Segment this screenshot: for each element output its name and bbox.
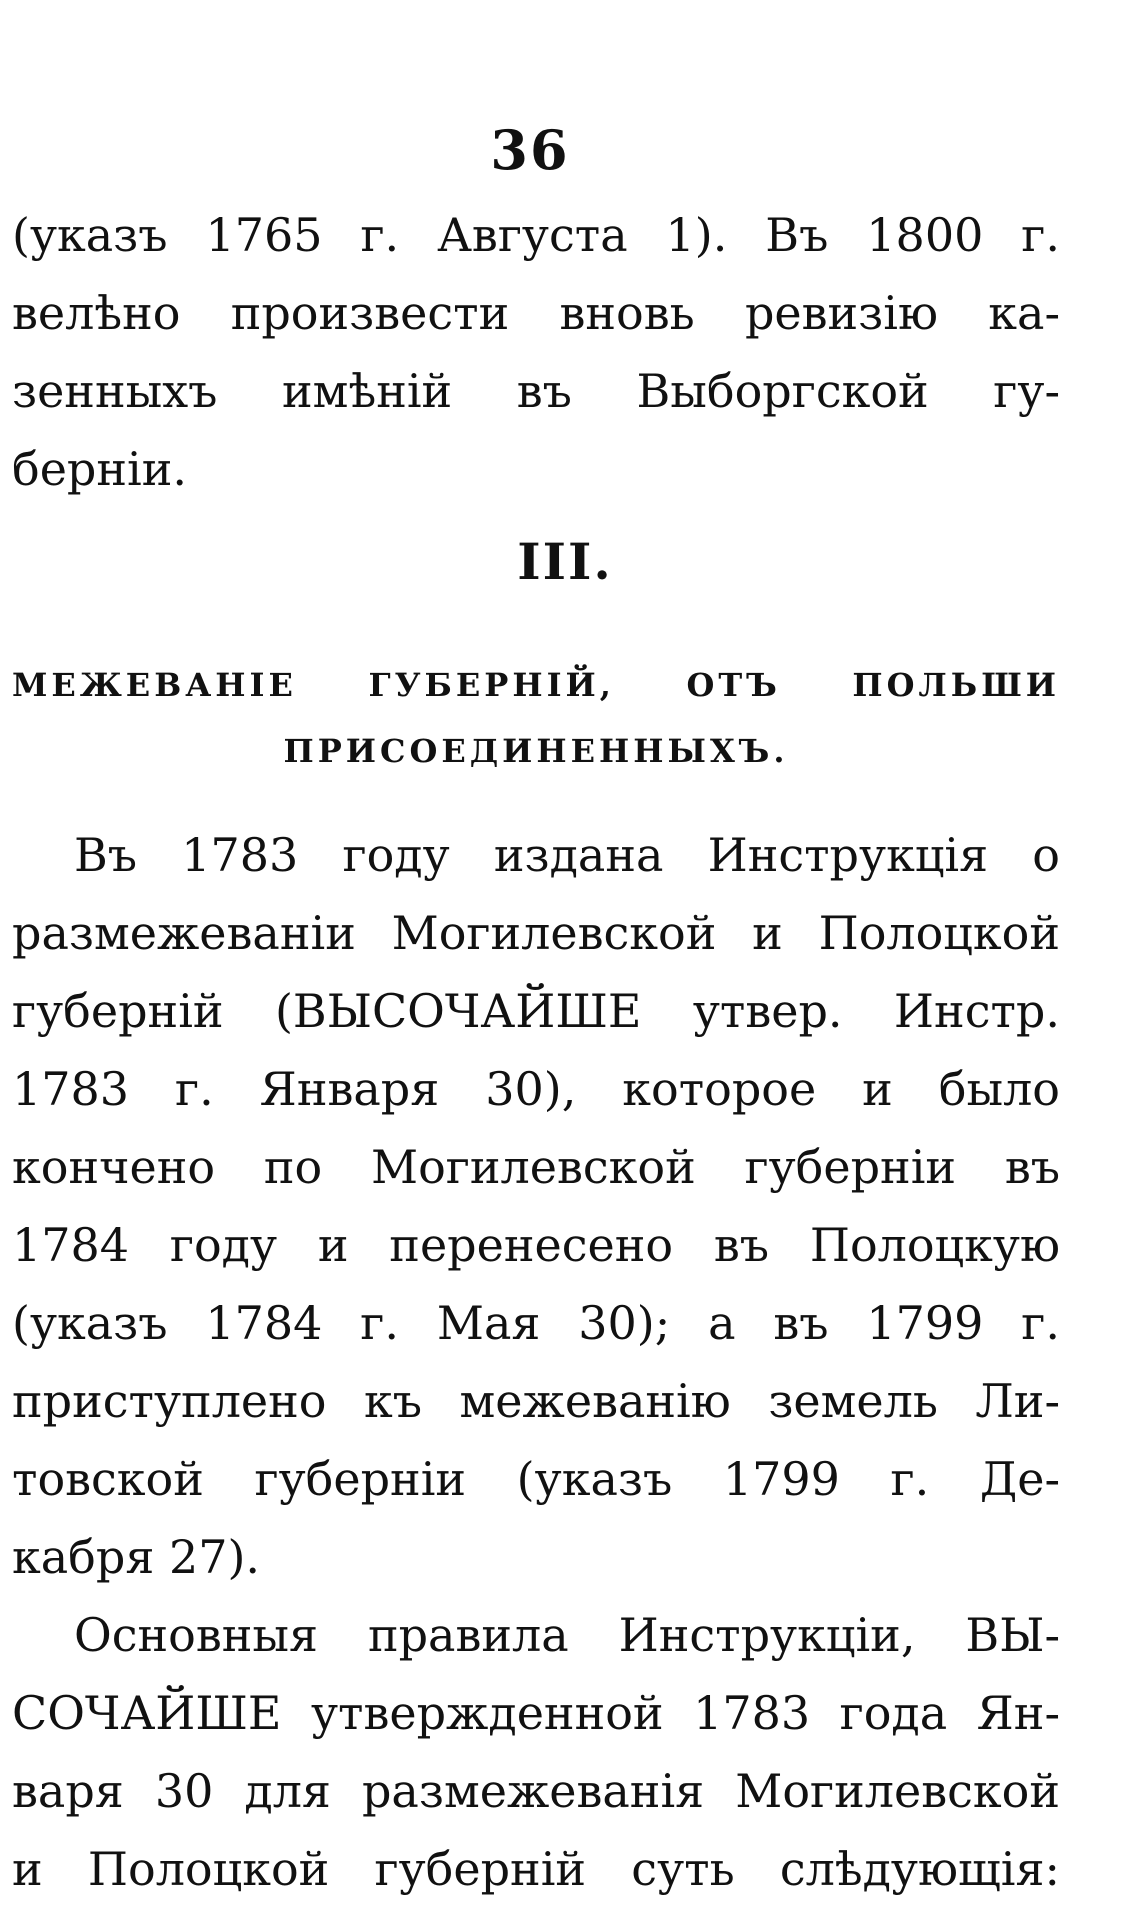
text-line: губерній (ВЫСОЧАЙШЕ утвер. Инстр. <box>12 984 1060 1038</box>
text-line: товской губерніи (указъ 1799 г. Де- <box>12 1452 1060 1506</box>
section-heading <box>12 652 1060 784</box>
paragraph-2 <box>12 816 1060 1596</box>
text-line: берніи. <box>12 442 188 496</box>
paragraph-3 <box>12 1596 1060 1908</box>
text-line: (указъ 1765 г. Августа 1). Въ 1800 г. <box>12 208 1060 262</box>
text-line: приступлено къ межеванію земель Ли- <box>12 1374 1060 1428</box>
text-line: 1784 году и перенесено въ Полоцкую <box>12 1218 1060 1272</box>
text-line: Въ 1783 году издана Инструкція о <box>74 828 1060 882</box>
text-line: Основныя правила Инструкціи, ВЫ- <box>74 1608 1060 1662</box>
text-line: зенныхъ имѣній въ Выборгской гу- <box>12 364 1060 418</box>
text-line: кабря 27). <box>12 1530 261 1584</box>
text-line: 1783 г. Января 30), которое и было <box>12 1062 1060 1116</box>
heading-line: ПРИСОЕДИНЕННЫХЪ. <box>283 732 789 770</box>
text-line: СОЧАЙШЕ утвержденной 1783 года Ян- <box>12 1686 1060 1740</box>
text-line: размежеваніи Могилевской и Полоцкой <box>12 906 1060 960</box>
text-line: варя 30 для размежеванія Могилевской <box>12 1764 1060 1818</box>
text-line: (указъ 1784 г. Мая 30); а въ 1799 г. <box>12 1296 1060 1350</box>
page-number: 36 <box>490 118 570 182</box>
heading-line: МЕЖЕВАНІЕ ГУБЕРНІЙ, ОТЪ ПОЛЬШИ <box>12 666 1060 704</box>
text-line: и Полоцкой губерній суть слѣдующія: <box>12 1842 1060 1896</box>
text-line: кончено по Могилевской губерніи въ <box>12 1140 1060 1194</box>
section-number: III. <box>517 532 613 591</box>
paragraph-1 <box>12 196 1060 508</box>
text-line: велѣно произвести вновь ревизію ка- <box>12 286 1060 340</box>
